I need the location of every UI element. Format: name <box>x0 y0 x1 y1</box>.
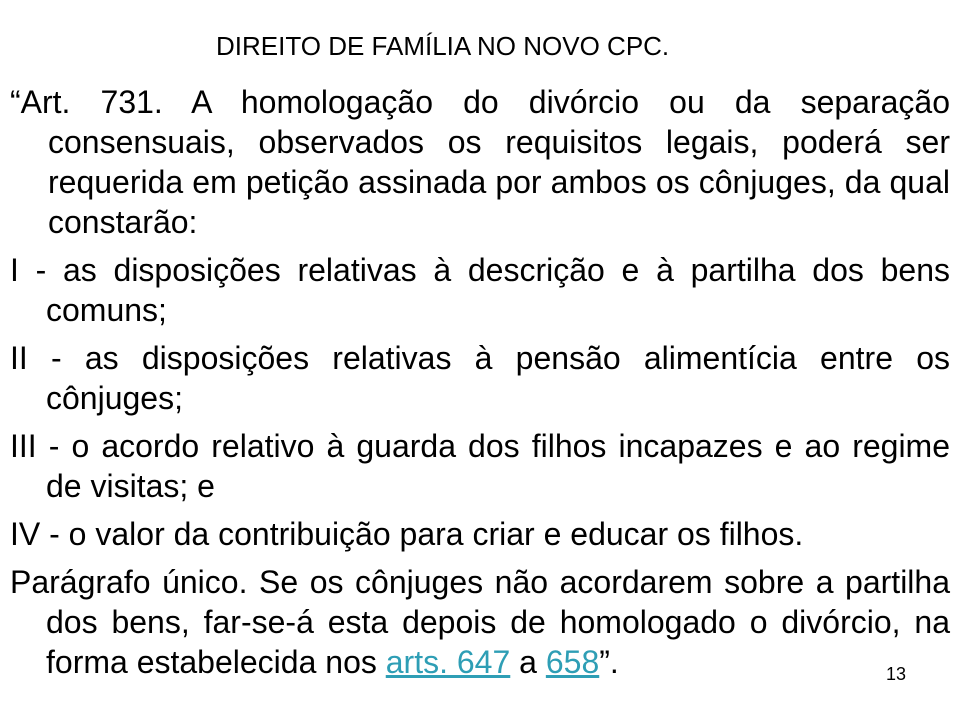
item-ii: II - as disposições relativas à pensão alimentícia entre os cônjuges; <box>10 340 950 416</box>
link-658[interactable]: 658 <box>545 644 600 680</box>
item-i: I - as disposições relativas à descrição e à partilha dos bens comuns; <box>10 252 950 328</box>
paragrafo-unico-connector: a <box>510 644 546 680</box>
article-caput: “Art. 731. A homologação do divórcio ou da separação consensuais, observados os requisitos legais, poderá ser requerida em petição assinada por ambos os cônjuges, da qual constarão: <box>10 84 950 240</box>
item-iv: IV - o valor da contribuição para criar e educar os filhos. <box>10 516 804 552</box>
paragrafo-unico-text: Parágrafo único. Se os cônjuges não acordarem sobre a partilha dos bens, far-se-á esta depois de homologado o divórcio, na forma estabelecida nos <box>10 564 950 680</box>
slide-title: DIREITO DE FAMÍLIA NO NOVO CPC. <box>216 31 670 61</box>
page-number: 13 <box>886 664 907 684</box>
article-body <box>10 82 950 690</box>
link-arts-647[interactable]: arts. 647 <box>385 644 511 680</box>
paragrafo-unico-ending: ”. <box>599 644 619 680</box>
item-iii: III - o acordo relativo à guarda dos filhos incapazes e ao regime de visitas; e <box>10 428 950 504</box>
paragrafo-unico <box>10 562 950 682</box>
